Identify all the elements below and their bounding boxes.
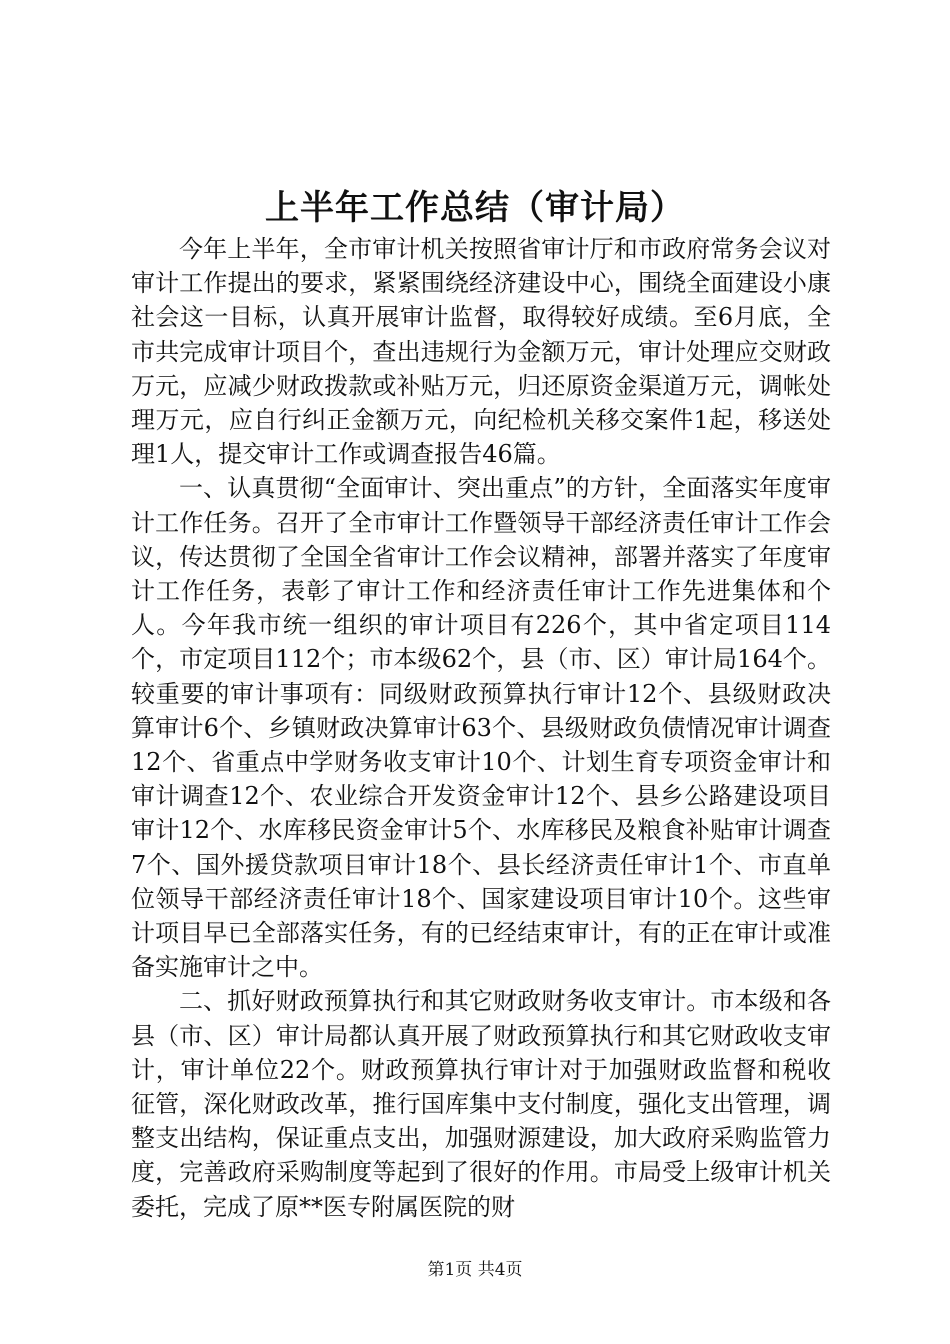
document-title: 上半年工作总结（审计局）	[265, 188, 685, 228]
paragraph-section-1: 一、认真贯彻“全面审计、突出重点”的方针，全面落实年度审计工作任务。召开了全市审计工作暨领导干部经济责任审计工作会议，传达贯彻了全国全省审计工作会议精神，部署并落实了年度审计工作任务，表彰了审计工作和经济责任审计工作先进集体和个人。今年我市统一组织的审计项目有226个，其中省定项目114个，市定项目112个；市本级62个，县（市、区）审计局164个。较重要的审计事项有：同级财政预算执行审计12个、县级财政决算审计6个、乡镇财政决算审计63个、县级财政负债情况审计调查12个、省重点中学财务收支审计10个、计划生育专项资金审计和审计调查12个、农业综合开发资金审计12个、县乡公路建设项目审计12个、水库移民资金审计5个、水库移民及粮食补贴审计调查7个、国外援贷款项目审计18个、县长经济责任审计1个、市直单位领导干部经济责任审计18个、国家建设项目审计10个。这些审计项目早已全部落实任务，有的已经结束审计，有的正在审计或准备实施审计之中。	[131, 474, 831, 982]
paragraph-section-2: 二、抓好财政预算执行和其它财政财务收支审计。市本级和各县（市、区）审计局都认真开展了财政预算执行和其它财政收支审计，审计单位22个。财政预算执行审计对于加强财政监督和税收征管，深化财政改革，推行国库集中支付制度，强化支出管理，调整支出结构，保证重点支出，加强财源建设，加大政府采购监管力度，完善政府采购制度等起到了很好的作用。市局受上级审计机关委托，完成了原**医专附属医院的财	[131, 987, 831, 1221]
document-body	[131, 232, 831, 1224]
paragraph-intro: 今年上半年，全市审计机关按照省审计厅和市政府常务会议对审计工作提出的要求，紧紧围绕经济建设中心，围绕全面建设小康社会这一目标，认真开展审计监督，取得较好成绩。至6月底，全市共完成审计项目个，查出违规行为金额万元，审计处理应交财政万元，应减少财政拨款或补贴万元，归还原资金渠道万元，调帐处理万元，应自行纠正金额万元，向纪检机关移交案件1起，移送处理1人，提交审计工作或调查报告46篇。	[131, 235, 831, 469]
page-number-footer: 第1页 共4页	[427, 1260, 523, 1280]
